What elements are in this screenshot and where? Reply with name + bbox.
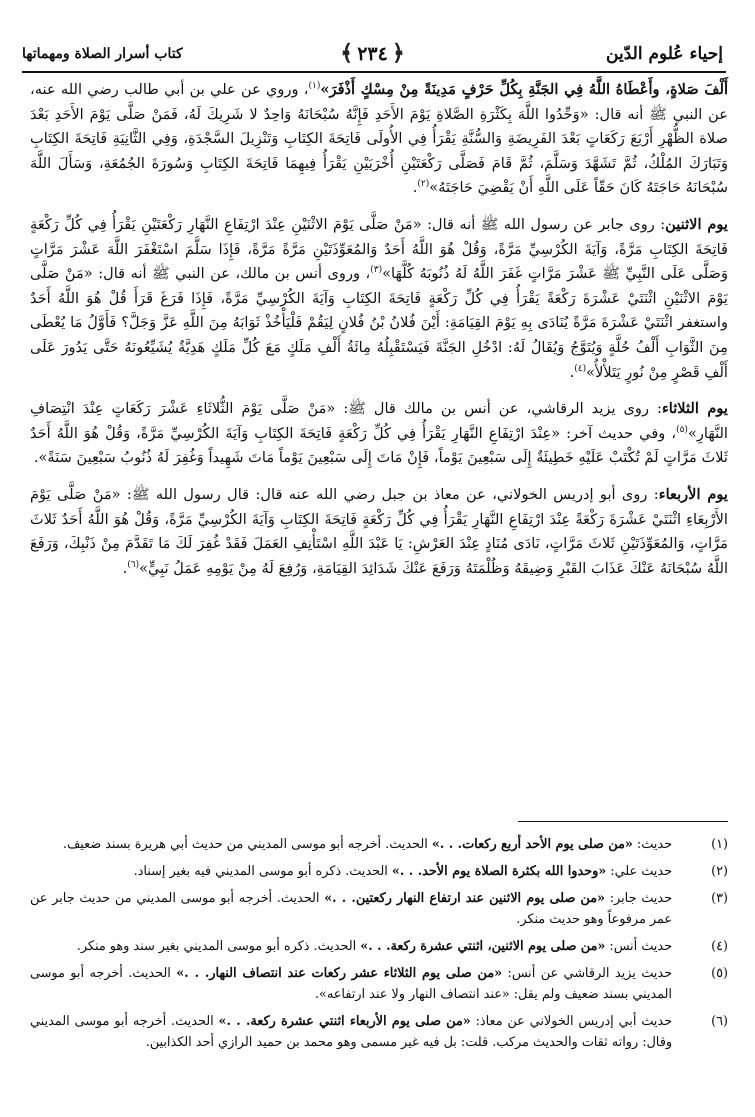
footnote-body: الحديث. أخرجه أبو موسى المديني وقال: رواته ثقات والحديث مركب. قلت: بل فيه غير مسمى وهو محمد بن حميد الرازي أحد الكذابين. bbox=[30, 1014, 672, 1050]
footnote-quote: «من صلى يوم الاثنين عند ارتفاع النهار ركعتين. . .» bbox=[324, 891, 605, 906]
footnote-item bbox=[30, 834, 728, 855]
footnote-ref: (٤) bbox=[574, 363, 587, 374]
footnote-number: (٥) bbox=[711, 966, 728, 981]
footnote-text bbox=[30, 861, 672, 882]
section-heading-monday: يوم الاثنين bbox=[665, 215, 728, 233]
hadith-text: : روى يزيد الرقاشي، عن أنس بن مالك قال ﷺ: «مَنْ صَلَّى يَوْمَ الثُّلاثَاءِ عَشْرَ رَكَعَاتٍ عِنْدَ انْتِصَافِ النَّهَارِ» bbox=[30, 400, 728, 442]
footnote-text bbox=[30, 963, 672, 1005]
book-title: إحياء عُلوم الدّين bbox=[606, 44, 723, 64]
footnote-quote: «من صلى يوم الاثنين، اثنتي عشرة ركعة. . .» bbox=[360, 939, 606, 954]
footnote-number: (٢) bbox=[711, 864, 728, 879]
ornament-right-icon: ﴿ bbox=[391, 40, 405, 66]
footnote-number: (١) bbox=[711, 837, 728, 852]
hadith-text: : روى أبو إدريس الخولاني، عن معاذ بن جبل رضي الله عنه قال: قال رسول الله ﷺ: «مَنْ صَلَّى يَوْمَ الأَرْبِعَاءِ اثْنَتَيْ عَشْرَةَ رَكْعَةً عِنْدَ ارْتِفَاعِ النَّهَارِ يَقْرَأُ فِي كُلِّ رَكْعَةٍ فَاتِحَةَ الكِتَابِ وَآيَةَ الكُرْسِيِّ مَرَّةً، وَقُلْ هُوَ اللَّهُ أَحَدٌ ثَلاثَ مَرَّاتٍ، وَالمُعَوِّذَتَيْنِ ثَلاثَ مَرَّاتٍ، نَادَى مُنَادٍ عِنْدَ العَرْشِ: يَا عَبْدَ اللَّهِ اسْتَأْنِفِ العَمَلَ فَقَدْ غُفِرَ لَكَ مَا تَقَدَّمَ مِنْ ذَنْبِكَ، وَرَفَعَ اللَّهُ سُبْحَانَهُ عَنْكَ عَذَابَ القَبْرِ وَضِيقَهُ وَظُلْمَتَهُ وَرَفَعَ عَنْكَ شَدَائِدَ القِيَامَةِ، وَرُفِعَ لَهُ مِنْ يَوْمِهِ عَمَلُ نَبِيٍّ» bbox=[30, 485, 728, 577]
hadith-text: أَلْفَ صَلاةٍ، وأَعْطَاهُ اللَّهُ فِي الجَنَّةِ بِكُلِّ حَرْفٍ مَدِينَةً مِنْ مِسْكٍ أَذْفَرَ» bbox=[320, 81, 728, 98]
ornament-left-icon: ﴾ bbox=[340, 40, 354, 66]
footnote-text bbox=[30, 936, 672, 957]
footnote-ref: (٥) bbox=[676, 424, 688, 435]
page-number bbox=[336, 40, 408, 66]
footnote-item bbox=[30, 936, 728, 957]
footnote-body: الحديث. أخرجه أبو موسى المديني من حديث أبي هريرة بسند ضعيف. bbox=[62, 837, 432, 852]
header-rule bbox=[22, 71, 726, 73]
footnote-body: الحديث. ذكره أبو موسى المديني فيه بغير إسناد. bbox=[133, 864, 392, 879]
main-text bbox=[30, 78, 728, 593]
hadith-text: ، وروي عن علي بن أبي طالب رضي الله عنه، عن النبي ﷺ أنه قال: «وَحِّدُوا اللَّهَ بِكَثْرَةِ الصَّلاةِ يَوْمَ الأَحَدِ فَإِنَّهُ سُبْحَانَهُ وَاحِدٌ لا شَرِيكَ لَهُ، فَمَنْ صَلَّى يَوْمَ الأَحَدِ بَعْدَ صلاة الظُّهْرِ أَرْبَعَ رَكَعَاتٍ بَعْدَ الفَرِيضَةِ وَالسُّنَّةِ يَقْرَأُ فِي الأُولَى فَاتِحَةَ الكِتَابِ وَتَنْزِيلَ السَّجْدَةِ، وَفِي الثَّانِيَةِ فَاتِحَةَ الكِتَابِ وَتَبَارَكَ المُلْكُ، ثُمَّ تَشَهَّدَ وَسَلَّمَ، ثُمَّ قَامَ فَصَلَّى رَكْعَتَيْنِ أُخْرَيَيْنِ يَقْرَأُ فِيهِمَا فَاتِحَةَ الكِتَابِ وَسُورَةَ الجُمُعَةِ، وَسَأَلَ اللَّهَ سُبْحَانَهُ حَاجَتَهُ كَانَ حَقّاً عَلَى اللَّهِ أَنْ يَقْضِيَ حَاجَتَهُ» bbox=[30, 81, 728, 197]
footnote-body: الحديث. ذكره أبو موسى المديني بغير سند وهو منكر. bbox=[76, 939, 361, 954]
paragraph-tuesday bbox=[30, 397, 728, 471]
footnote-number: (٤) bbox=[711, 939, 728, 954]
footnote-rule bbox=[518, 821, 728, 822]
footnote-lead: حديث علي: bbox=[606, 864, 672, 879]
footnote-quote: «من صلى يوم الأربعاء اثنتي عشرة ركعة. . .» bbox=[218, 1014, 471, 1029]
footnote-ref: (٦) bbox=[127, 559, 140, 570]
hadith-text: ، وفي حديث آخر: «عِنْدَ ارْتِفَاعِ النَّهَارِ يَقْرَأُ فِي كُلِّ رَكْعَةٍ فَاتِحَةَ الكِتَابِ وَآيَةَ الكُرْسِيِّ مَرَّةً، وَقُلْ هُوَ اللَّهُ أَحَدٌ ثَلاثَ مَرَّاتٍ لَمْ تُكْتَبْ عَلَيْهِ خَطِيئَةٌ إِلَى سَبْعِينَ يَوْماً، فَإِنْ مَاتَ إِلَى سَبْعِينَ يَوْماً مَاتَ شَهِيداً وَغُفِرَ لَهُ ذُنُوبُ سَبْعِينَ سَنَةً». bbox=[30, 424, 728, 467]
footnote-lead: حديث أنس: bbox=[605, 939, 672, 954]
section-heading-wednesday: يوم الأربعاء bbox=[658, 485, 728, 503]
hadith-text: ، وروى أنس بن مالك، عن النبي ﷺ أنه قال: «مَنْ صَلَّى يَوْمَ الاثْنَيْنِ اثْنَتَيْ عَشْرَةَ رَكْعَةً يَقْرَأُ فِي كُلِّ رَكْعَةٍ فَاتِحَةَ الكِتَابِ وَآيَةَ الكُرْسِيِّ مَرَّةً، فَإِذَا فَرَغَ قَرَأَ قُلْ هُوَ اللَّهُ أَحَدٌ واستغفر اثْنَتَيْ عَشْرَةَ مَرَّةً يُنَادَى بِهِ يَوْمَ القِيَامَةِ: أَيْنَ فُلانُ بْنُ فُلانٍ لِيَقُمْ فَلْيَأْخُذْ ثَوَابَهُ مِنَ اللَّهِ عَزَّ وَجَلَّ؟ فَأَوَّلُ مَا يُعْطَى مِنَ الثَّوَابِ أَلْفُ حُلَّةٍ وَيُتَوَّجُ وَيُقَالُ لَهُ: ادْخُلِ الجَنَّةَ فَيَسْتَقْبِلُهُ مِائَةُ أَلْفِ مَلَكٍ مَعَ كُلِّ مَلَكٍ هَدِيَّةٌ يُشَيِّعُونَهُ حَتَّى يَدُورَ عَلَى أَلْفِ قَصْرٍ مِنْ نُورٍ يَتَلأْلأُ» bbox=[30, 265, 728, 381]
footnote-lead: حديث جابر: bbox=[604, 891, 672, 906]
footnote-lead: حديث يزيد الرقاشي عن أنس: bbox=[502, 966, 672, 981]
footnote-ref: (٣) bbox=[370, 265, 383, 276]
running-header bbox=[20, 38, 725, 70]
footnote-text bbox=[30, 1011, 672, 1053]
paragraph-wednesday: يوم الأربعاء: روى أبو إدريس الخولاني، عن معاذ بن جبل رضي الله عنه قال: قال رسول الله ﷺ: «مَنْ صَلَّى يَوْمَ الأَرْبِعَاءِ اثْنَتَيْ عَشْرَةَ رَكْعَةً عِنْدَ ارْتِفَاعِ النَّهَارِ يَقْرَأُ فِي كُلِّ رَكْعَةٍ فَاتِحَةَ الكِتَابِ وَآيَةَ الكُرْسِيِّ مَرَّةً، وَقُلْ هُوَ اللَّهُ أَحَدٌ ثَلاثَ مَرَّاتٍ، وَالمُعَوِّذَتَيْنِ ثَلاثَ مَرَّاتٍ، نَادَى مُنَادٍ عِنْدَ العَرْشِ: يَا عَبْدَ اللَّهِ اسْتَأْنِفِ العَمَلَ فَقَدْ غُفِرَ لَكَ مَا تَقَدَّمَ مِنْ ذَنْبِكَ، وَرَفَعَ اللَّهُ سُبْحَانَهُ عَنْكَ عَذَابَ القَبْرِ وَضِيقَهُ وَظُلْمَتَهُ وَرَفَعَ عَنْكَ شَدَائِدَ القِيَامَةِ، وَرُفِعَ لَهُ مِنْ يَوْمِهِ عَمَلُ نَبِيٍّ»$^{(٦)}$. bbox=[30, 485, 728, 577]
footnote-item bbox=[30, 1011, 728, 1053]
footnote-body: الحديث. أخرجه أبو موسى المديني بسند ضعيف ولم يقل: «عند انتصاف النهار ولا عند ارتفاعه». bbox=[30, 966, 672, 1002]
footnote-lead: حديث أبي إدريس الخولاني عن معاذ: bbox=[470, 1014, 672, 1029]
footnote-item bbox=[30, 888, 728, 930]
footnote-ref: (١) bbox=[308, 81, 321, 92]
footnote-ref: (٢) bbox=[417, 179, 430, 190]
footnote-number: (٣) bbox=[711, 891, 728, 906]
page-number-value: ٢٣٤ bbox=[357, 43, 388, 65]
footnote-body: الحديث. أخرجه أبو موسى المديني من حديث جابر عن عمر مرفوعاً وهو حديث منكر. bbox=[30, 891, 672, 927]
chapter-title: كتاب أسرار الصلاة ومهماتها bbox=[22, 46, 183, 62]
footnote-item bbox=[30, 963, 728, 1005]
footnote-quote: «من صلى يوم الثلاثاء عشر ركعات عند انتصاف النهار. . .» bbox=[176, 966, 503, 981]
footnote-number: (٦) bbox=[711, 1014, 728, 1029]
footnotes bbox=[30, 834, 728, 1059]
section-heading-tuesday: يوم الثلاثاء bbox=[661, 400, 728, 418]
paragraph-monday: يوم الاثنين: روى جابر عن رسول الله ﷺ أنه قال: «مَنْ صَلَّى يَوْمَ الاثْنَيْنِ عِنْدَ ارْتِفَاعِ النَّهَارِ رَكْعَتَيْنِ يَقْرَأُ فِي كُلِّ رَكْعَةٍ فَاتِحَةَ الكِتَابِ مَرَّةً، وَآيَةَ الكُرْسِيِّ مَرَّةً، وَقُلْ هُوَ اللَّهُ أَحَدٌ وَالمُعَوِّذَتَيْنِ مَرَّةً مَرَّةً، فَإِذَا سَلَّمَ اسْتَغْفَرَ اللَّهَ عَشْرَ مَرَّاتٍ وَصَلَّى عَلَى النَّبِيِّ ﷺ عَشْرَ مَرَّاتٍ غَفَرَ اللَّهُ لَهُ ذُنُوبَهُ كُلَّهَا»$^{(٣)}$، وروى أنس بن مالك، عن النبي ﷺ أنه قال: «مَنْ صَلَّى يَوْمَ الاثْنَيْنِ اثْنَتَيْ عَشْرَةَ رَكْعَةً يَقْرَأُ فِي كُلِّ رَكْعَةٍ فَاتِحَةَ الكِتَابِ وَآيَةَ الكُرْسِيِّ مَرَّةً، فَإِذَا فَرَغَ قَرَأَ قُلْ هُوَ اللَّهُ أَحَدٌ واستغفر اثْنَتَيْ عَشْرَةَ مَرَّةً يُنَادَى بِهِ يَوْمَ القِيَامَةِ: أَيْنَ فُلانُ بْنُ فُلانٍ لِيَقُمْ فَلْيَأْخُذْ ثَوَابَهُ مِنَ اللَّهِ عَزَّ وَجَلَّ؟ فَأَوَّلُ مَا يُعْطَى مِنَ الثَّوَابِ أَلْفُ حُلَّةٍ وَيُتَوَّجُ وَيُقَالُ لَهُ: ادْخُلِ الجَنَّةَ فَيَسْتَقْبِلُهُ مِائَةُ أَلْفِ مَلَكٍ مَعَ كُلِّ مَلَكٍ هَدِيَّةٌ يُشَيِّعُونَهُ حَتَّى يَدُورَ عَلَى أَلْفِ قَصْرٍ مِنْ نُورٍ يَتَلأْلأُ»$^{(٤)}$. bbox=[30, 215, 728, 381]
footnote-quote: «من صلى يوم الأحد أربع ركعات. . .» bbox=[431, 837, 633, 852]
footnote-text bbox=[30, 888, 672, 930]
footnote-text bbox=[30, 834, 672, 855]
footnote-lead: حديث: bbox=[632, 837, 672, 852]
hadith-text: : روى جابر عن رسول الله ﷺ أنه قال: «مَنْ صَلَّى يَوْمَ الاثْنَيْنِ عِنْدَ ارْتِفَاعِ النَّهَارِ رَكْعَتَيْنِ يَقْرَأُ فِي كُلِّ رَكْعَةٍ فَاتِحَةَ الكِتَابِ مَرَّةً، وَآيَةَ الكُرْسِيِّ مَرَّةً، وَقُلْ هُوَ اللَّهُ أَحَدٌ وَالمُعَوِّذَتَيْنِ مَرَّةً مَرَّةً، فَإِذَا سَلَّمَ اسْتَغْفَرَ اللَّهَ عَشْرَ مَرَّاتٍ وَصَلَّى عَلَى النَّبِيِّ ﷺ عَشْرَ مَرَّاتٍ غَفَرَ اللَّهُ لَهُ ذُنُوبَهُ كُلَّهَا» bbox=[30, 215, 728, 283]
footnote-quote: «وحدوا الله بكثرة الصلاة يوم الأحد. . .» bbox=[391, 864, 607, 879]
paragraph-sunday: أَلْفَ صَلاةٍ، وأَعْطَاهُ اللَّهُ فِي الجَنَّةِ بِكُلِّ حَرْفٍ مَدِينَةً مِنْ مِسْكٍ أَذْفَرَ»$^{(١)}$، وروي عن علي بن أبي طالب رضي الله عنه، عن النبي ﷺ أنه قال: «وَحِّدُوا اللَّهَ بِكَثْرَةِ الصَّلاةِ يَوْمَ الأَحَدِ فَإِنَّهُ سُبْحَانَهُ وَاحِدٌ لا شَرِيكَ لَهُ، فَمَنْ صَلَّى يَوْمَ الأَحَدِ بَعْدَ صلاة الظُّهْرِ أَرْبَعَ رَكَعَاتٍ بَعْدَ الفَرِيضَةِ وَالسُّنَّةِ يَقْرَأُ فِي الأُولَى فَاتِحَةَ الكِتَابِ وَتَنْزِيلَ السَّجْدَةِ، وَفِي الثَّانِيَةِ فَاتِحَةَ الكِتَابِ وَتَبَارَكَ المُلْكُ، ثُمَّ تَشَهَّدَ وَسَلَّمَ، ثُمَّ قَامَ فَصَلَّى رَكْعَتَيْنِ أُخْرَيَيْنِ يَقْرَأُ فِيهِمَا فَاتِحَةَ الكِتَابِ وَسُورَةَ الجُمُعَةِ، وَسَأَلَ اللَّهَ سُبْحَانَهُ حَاجَتَهُ كَانَ حَقّاً عَلَى اللَّهِ أَنْ يَقْضِيَ حَاجَتَهُ»$^{(٢)}$. bbox=[30, 81, 728, 197]
footnote-item bbox=[30, 861, 728, 882]
